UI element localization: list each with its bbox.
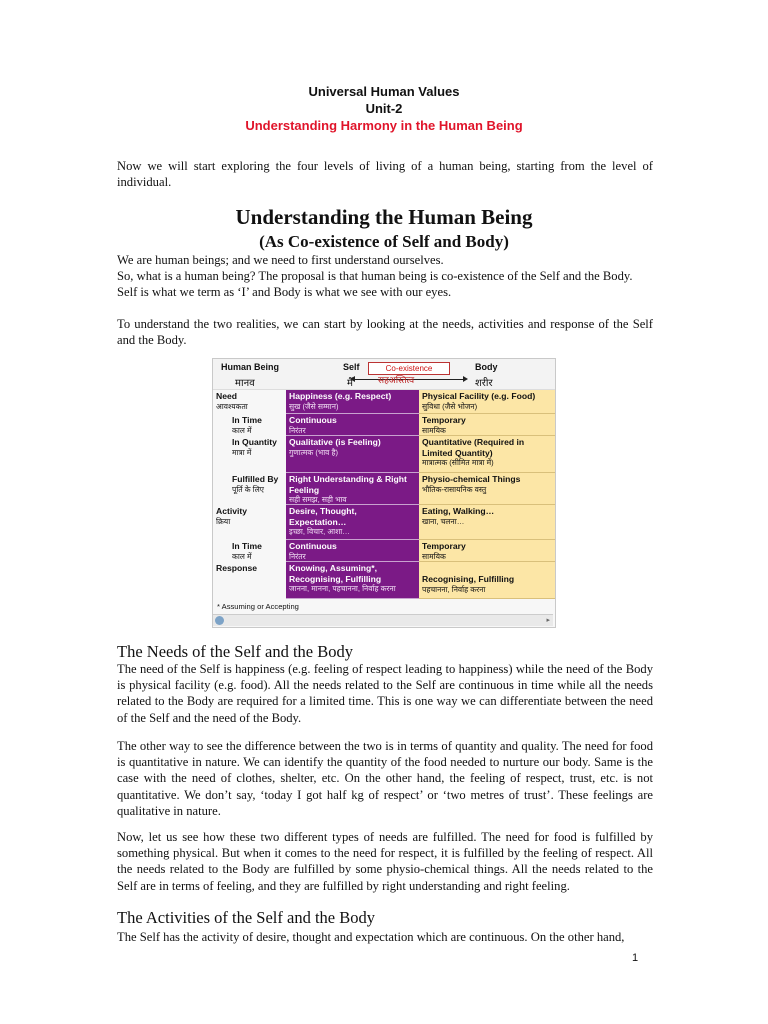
self-cell-hi: जानना, मानना, पहचानना, निर्वाह करना [289,584,396,593]
header-self-hi: मैं [347,378,353,389]
paragraph-2: To understand the two realities, we can start by looking at the needs, activities and response of the Self and the Body. [117,317,653,348]
row-label-hi: काल में [232,425,252,435]
row-need-fulfilled-by [213,473,555,505]
body-cell-hi: पहचानना, निर्वाह करना [422,584,486,594]
paragraph-1 [117,252,662,301]
body-cell-en: Physio-chemical Things [422,474,521,484]
paragraph-3: The need of the Self is happiness (e.g. feeling of respect leading to happiness) while the need of the Body is physical facility (e.g. food). All the needs related to the Self are continuous in time while all the needs related to the Body are required for a limited time. This is one way we can differentiate between the need of the Self and the need of the Body. [117,662,653,725]
row-label-en: Response [216,563,258,573]
self-cell [286,414,419,436]
section-subtitle: (As Co-existence of Self and Body) [259,232,509,251]
course-title: Universal Human Values [308,84,460,99]
row-activity [213,505,555,540]
row-label-hi: आवश्यकता [216,401,248,411]
scroll-button-icon[interactable] [215,616,224,625]
row-label-hi: काल में [232,551,252,561]
header-human-being-hi: मानव [235,378,255,389]
body-cell-hi: सामयिक [422,551,446,561]
heading-activities: The Activities of the Self and the Body [117,908,375,927]
row-label-hi: पूर्ति के लिए [232,484,264,494]
row-label [213,390,286,414]
row-label-hi: क्रिया [216,516,231,526]
self-cell-hi: सही समझ, सही भाव [289,495,347,504]
self-cell-en: Knowing, Assuming*, Recognising, Fulfilling [289,563,382,584]
row-need-in-time [213,414,555,436]
self-body-comparison-figure [212,358,556,628]
section-title: Understanding the Human Being [235,205,533,229]
body-cell-en: Recognising, Fulfilling [422,574,515,584]
body-cell-en: Eating, Walking… [422,506,495,516]
row-response [213,562,555,599]
row-label [213,562,286,599]
row-label-en: In Quantity [232,437,277,447]
body-cell-en: Physical Facility (e.g. Food) [422,391,536,401]
arrow-left-icon [350,376,355,382]
body-cell-en: Quantitative (Required in Limited Quantity) [422,437,525,458]
self-cell [286,540,419,562]
coexistence-label: Co-existence [368,362,450,375]
paragraph-4: The other way to see the difference between the two is in terms of quantity and quality. The need for food is quantitative in nature. We can identify the quantity of the food needed to nurture our body. Same is the case with the need of clothes, shelter, etc. On the other hand, the feeling of respect, trust, etc. is not quantitative. We don’t say, ‘today I got half kg of respect’ or ‘two metres of trust’. These feelings are qualitative in nature. [117,739,653,818]
unit-label: Unit-2 [365,101,403,116]
row-label-en: In Time [232,541,262,551]
self-cell-en: Continuous [289,415,337,425]
self-cell-en: Right Understanding & Right Feeling [289,474,407,495]
row-label [213,540,286,562]
row-label-hi: मात्रा में [232,447,252,457]
paragraph-5: Now, let us see how these two different types of needs are fulfilled. The need for food is fulfilled by something physical. But when it comes to the need for respect, it is fulfilled by the feeling of respect. All the needs related to the Body are fulfilled by some physio-chemical things. All the needs related to the Self are in terms of feeling, and they are fulfilled by right understanding and right feeling. [117,830,653,893]
row-label [213,414,286,436]
row-activity-in-time [213,540,555,562]
row-label [213,436,286,473]
arrow-right-icon [463,376,468,382]
body-cell [419,540,555,562]
self-cell-hi: सुख (जैसे सम्मान) [289,401,339,411]
self-cell [286,505,419,540]
coexistence-hi: सहअस्तित्व [378,375,415,385]
row-label-en: Need [216,391,238,401]
body-cell [419,473,555,505]
self-cell-hi: गुणात्मक (भाव है) [289,447,339,457]
body-cell-hi: मात्रात्मक (सीमित मात्रा में) [422,458,494,467]
scroll-right-arrow-icon[interactable]: ▸ [546,617,550,624]
body-cell [419,414,555,436]
self-cell-hi: निरंतर [289,551,306,561]
row-label [213,473,286,505]
self-cell-hi: इच्छा, विचार, आशा… [289,527,350,536]
paragraph-1-line-1: We are human beings; and we need to first understand ourselves. [117,253,444,267]
body-cell [419,436,555,473]
header-body: Body [475,362,498,372]
self-cell-en: Continuous [289,541,337,551]
row-need-in-quantity [213,436,555,473]
intro-paragraph: Now we will start exploring the four levels of living of a human being, starting from the level of individual. [117,159,653,190]
body-cell-en: Temporary [422,415,466,425]
self-cell-en: Desire, Thought, Expectation… [289,506,357,527]
header-self: Self [343,362,360,372]
self-cell [286,436,419,473]
body-cell [419,390,555,414]
heading-needs: The Needs of the Self and the Body [117,642,353,661]
body-cell-hi: सामयिक [422,425,446,435]
page-number: 1 [632,952,639,964]
row-label-en: Fulfilled By [232,474,279,484]
self-cell [286,473,419,505]
figure-header [213,359,555,390]
body-cell-hi: भौतिक-रासायनिक वस्तु [422,484,487,494]
self-cell-en: Qualitative (is Feeling) [289,437,381,447]
body-cell [419,505,555,540]
body-cell-en: Temporary [422,541,466,551]
figure-scrollbar[interactable] [213,614,553,626]
figure-footnote: * Assuming or Accepting [217,602,299,611]
body-cell-hi: सुविधा (जैसे भोजन) [422,401,478,411]
header-human-being: Human Being [221,362,280,372]
paragraph-6: The Self has the activity of desire, thought and expectation which are continuous. On the other hand, [117,930,625,944]
body-cell [419,562,555,599]
header-body-hi: शरीर [475,378,493,389]
row-label-en: Activity [216,506,248,516]
paragraph-1-line-2: So, what is a human being? The proposal is that human being is co-existence of the Self and the Body. [117,269,633,284]
self-cell [286,390,419,414]
row-label [213,505,286,540]
unit-title: Understanding Harmony in the Human Being [245,118,523,133]
paragraph-1-line-3: Self is what we term as ‘I’ and Body is what we see with our eyes. [117,285,452,300]
self-cell-hi: निरंतर [289,425,306,435]
row-label-en: In Time [232,415,262,425]
row-need [213,390,555,414]
self-cell-en: Happiness (e.g. Respect) [289,391,392,401]
body-cell-hi: खाना, चलना… [422,516,465,526]
self-cell [286,562,419,599]
